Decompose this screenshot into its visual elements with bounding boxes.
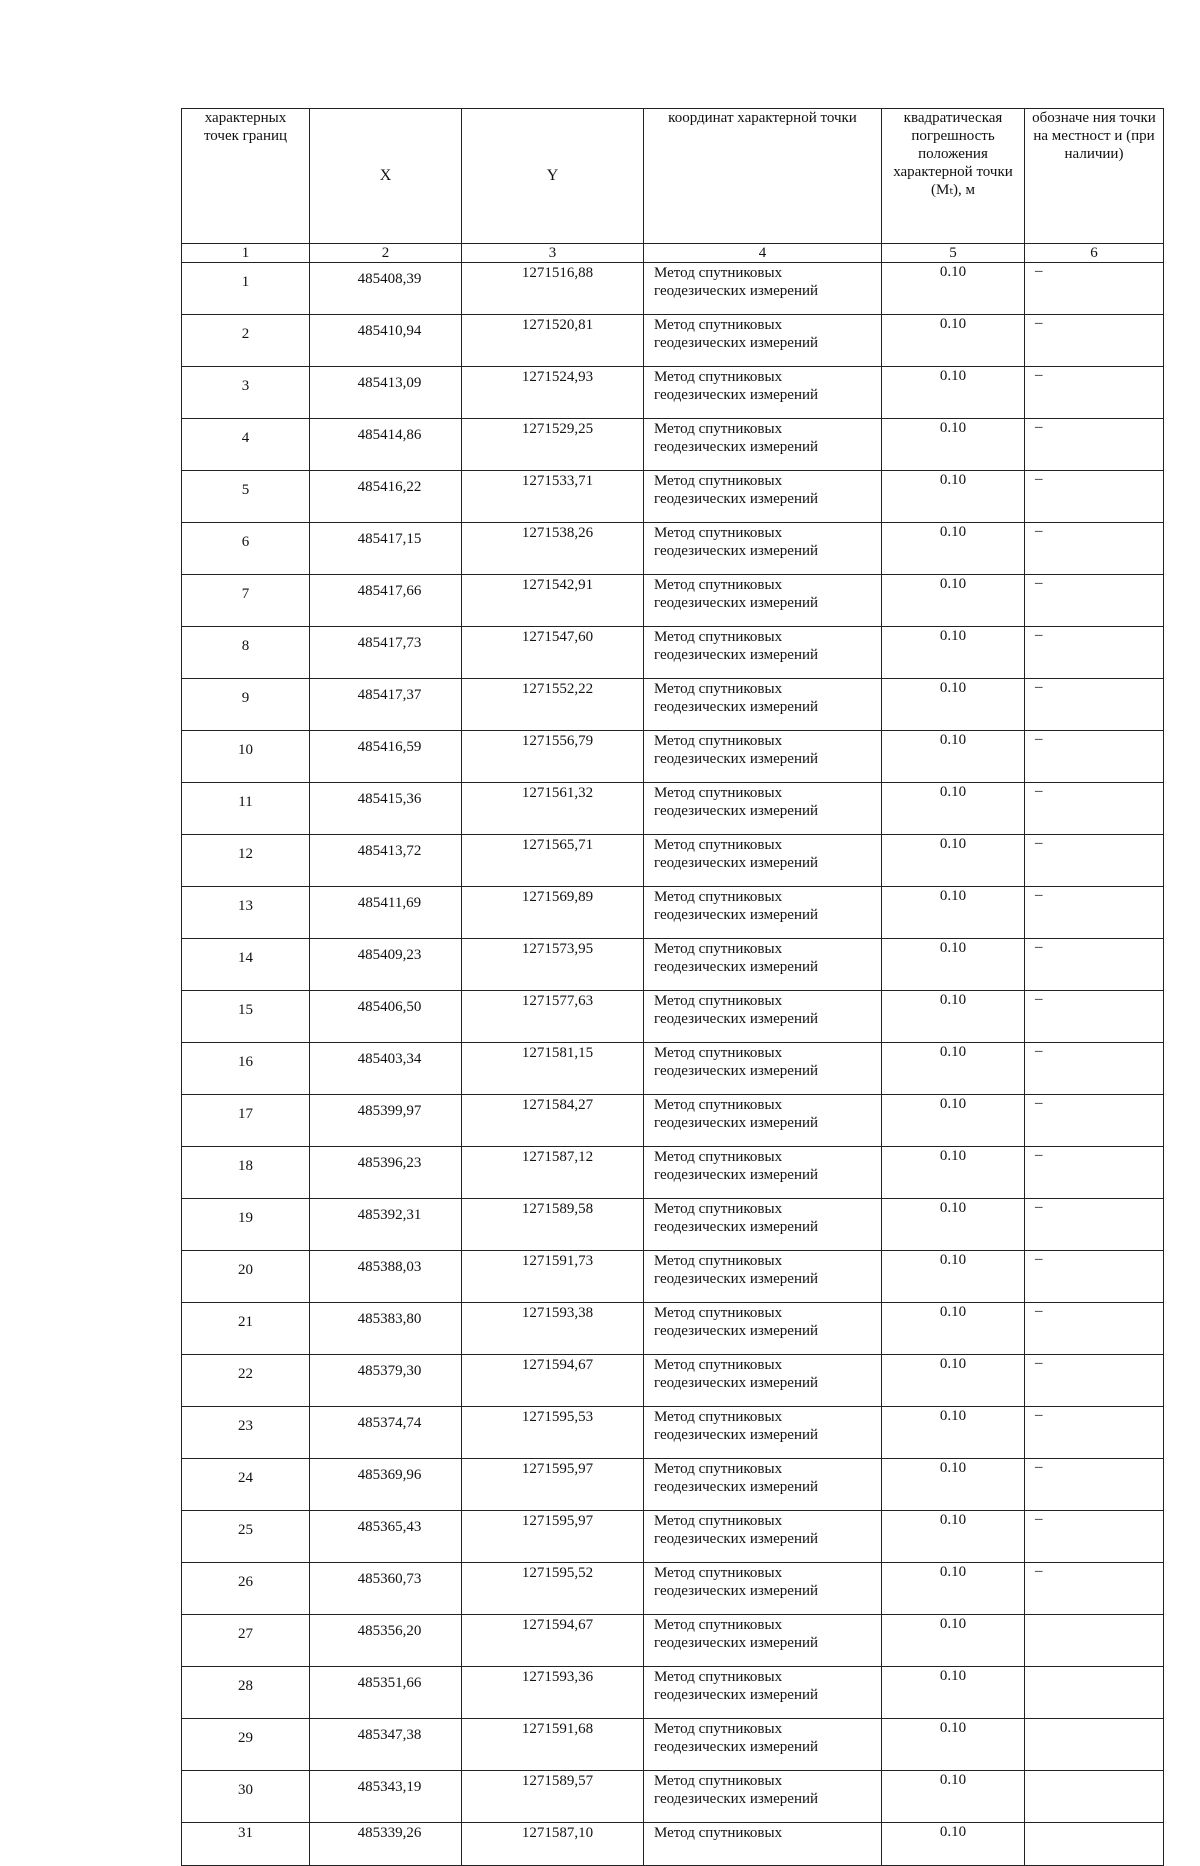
table-row [182, 1615, 1164, 1667]
point-number: 7 [182, 575, 310, 627]
table-row [182, 1771, 1164, 1823]
y-coordinate: 1271524,93 [462, 367, 644, 419]
point-mark: – [1025, 1511, 1164, 1563]
point-number: 30 [182, 1771, 310, 1823]
method: Метод спутниковых геодезических измерений [644, 1615, 882, 1667]
point-mark [1025, 1615, 1164, 1667]
method: Метод спутниковых геодезических измерений [644, 1667, 882, 1719]
table-row [182, 1199, 1164, 1251]
point-mark: – [1025, 1459, 1164, 1511]
method: Метод спутниковых геодезических измерений [644, 627, 882, 679]
point-mark: – [1025, 367, 1164, 419]
y-coordinate: 1271593,38 [462, 1303, 644, 1355]
x-coordinate: 485414,86 [310, 419, 462, 471]
point-number: 14 [182, 939, 310, 991]
table-row [182, 1251, 1164, 1303]
table-row [182, 1563, 1164, 1615]
x-coordinate: 485369,96 [310, 1459, 462, 1511]
point-number: 4 [182, 419, 310, 471]
y-coordinate: 1271594,67 [462, 1615, 644, 1667]
x-coordinate: 485410,94 [310, 315, 462, 367]
accuracy: 0.10 [882, 523, 1025, 575]
point-number: 11 [182, 783, 310, 835]
accuracy: 0.10 [882, 679, 1025, 731]
y-coordinate: 1271593,36 [462, 1667, 644, 1719]
method: Метод спутниковых геодезических измерений [644, 1719, 882, 1771]
header-x: X [310, 109, 462, 244]
accuracy: 0.10 [882, 1147, 1025, 1199]
point-mark: – [1025, 1355, 1164, 1407]
column-number: 1 [182, 244, 310, 263]
method: Метод спутниковых геодезических измерений [644, 419, 882, 471]
column-number: 3 [462, 244, 644, 263]
header-point-number: характерных точек границ [182, 109, 310, 244]
table-row [182, 1407, 1164, 1459]
y-coordinate: 1271591,68 [462, 1719, 644, 1771]
method: Метод спутниковых геодезических измерений [644, 263, 882, 315]
point-number: 23 [182, 1407, 310, 1459]
table-row [182, 419, 1164, 471]
accuracy: 0.10 [882, 1771, 1025, 1823]
point-number: 2 [182, 315, 310, 367]
point-mark: – [1025, 263, 1164, 315]
header-y: Y [462, 109, 644, 244]
x-coordinate: 485392,31 [310, 1199, 462, 1251]
x-coordinate: 485343,19 [310, 1771, 462, 1823]
y-coordinate: 1271565,71 [462, 835, 644, 887]
method: Метод спутниковых геодезических измерений [644, 1147, 882, 1199]
method: Метод спутниковых геодезических измерений [644, 1511, 882, 1563]
point-mark [1025, 1771, 1164, 1823]
accuracy: 0.10 [882, 731, 1025, 783]
point-number: 15 [182, 991, 310, 1043]
x-coordinate: 485416,59 [310, 731, 462, 783]
point-number: 8 [182, 627, 310, 679]
point-mark: – [1025, 1043, 1164, 1095]
table-row [182, 1667, 1164, 1719]
accuracy: 0.10 [882, 1095, 1025, 1147]
method: Метод спутниковых геодезических измерений [644, 1355, 882, 1407]
method: Метод спутниковых [644, 1823, 882, 1866]
accuracy: 0.10 [882, 1251, 1025, 1303]
y-coordinate: 1271561,32 [462, 783, 644, 835]
x-coordinate: 485356,20 [310, 1615, 462, 1667]
table-row [182, 679, 1164, 731]
table-row [182, 263, 1164, 315]
point-number: 1 [182, 263, 310, 315]
x-coordinate: 485411,69 [310, 887, 462, 939]
y-coordinate: 1271577,63 [462, 991, 644, 1043]
accuracy: 0.10 [882, 887, 1025, 939]
table-row [182, 1719, 1164, 1771]
point-mark: – [1025, 1147, 1164, 1199]
x-coordinate: 485415,36 [310, 783, 462, 835]
point-mark: – [1025, 731, 1164, 783]
method: Метод спутниковых геодезических измерений [644, 1251, 882, 1303]
point-mark: – [1025, 575, 1164, 627]
header-method: координат характерной точки [644, 109, 882, 244]
method: Метод спутниковых геодезических измерений [644, 1563, 882, 1615]
table-row [182, 887, 1164, 939]
column-number: 2 [310, 244, 462, 263]
point-mark: – [1025, 887, 1164, 939]
point-number: 26 [182, 1563, 310, 1615]
y-coordinate: 1271589,58 [462, 1199, 644, 1251]
point-number: 10 [182, 731, 310, 783]
y-coordinate: 1271538,26 [462, 523, 644, 575]
table-row [182, 939, 1164, 991]
y-coordinate: 1271584,27 [462, 1095, 644, 1147]
point-number: 31 [182, 1823, 310, 1866]
method: Метод спутниковых геодезических измерений [644, 835, 882, 887]
point-mark: – [1025, 783, 1164, 835]
accuracy: 0.10 [882, 1303, 1025, 1355]
point-number: 25 [182, 1511, 310, 1563]
table-row [182, 783, 1164, 835]
accuracy: 0.10 [882, 1043, 1025, 1095]
column-number: 4 [644, 244, 882, 263]
table-row [182, 367, 1164, 419]
table-row [182, 471, 1164, 523]
accuracy: 0.10 [882, 783, 1025, 835]
x-coordinate: 485399,97 [310, 1095, 462, 1147]
method: Метод спутниковых геодезических измерений [644, 1095, 882, 1147]
point-mark: – [1025, 471, 1164, 523]
column-number: 6 [1025, 244, 1164, 263]
method: Метод спутниковых геодезических измерений [644, 367, 882, 419]
table-row [182, 315, 1164, 367]
point-number: 27 [182, 1615, 310, 1667]
y-coordinate: 1271516,88 [462, 263, 644, 315]
y-coordinate: 1271533,71 [462, 471, 644, 523]
point-number: 6 [182, 523, 310, 575]
point-number: 18 [182, 1147, 310, 1199]
x-coordinate: 485417,15 [310, 523, 462, 575]
point-mark: – [1025, 1251, 1164, 1303]
method: Метод спутниковых геодезических измерений [644, 1043, 882, 1095]
y-coordinate: 1271542,91 [462, 575, 644, 627]
point-mark: – [1025, 991, 1164, 1043]
x-coordinate: 485403,34 [310, 1043, 462, 1095]
y-coordinate: 1271587,12 [462, 1147, 644, 1199]
accuracy: 0.10 [882, 1719, 1025, 1771]
y-coordinate: 1271547,60 [462, 627, 644, 679]
point-mark: – [1025, 523, 1164, 575]
x-coordinate: 485416,22 [310, 471, 462, 523]
accuracy: 0.10 [882, 471, 1025, 523]
x-coordinate: 485365,43 [310, 1511, 462, 1563]
accuracy: 0.10 [882, 835, 1025, 887]
accuracy: 0.10 [882, 1563, 1025, 1615]
table-row [182, 1459, 1164, 1511]
accuracy: 0.10 [882, 419, 1025, 471]
point-mark: – [1025, 1407, 1164, 1459]
accuracy: 0.10 [882, 1355, 1025, 1407]
point-number: 3 [182, 367, 310, 419]
accuracy: 0.10 [882, 315, 1025, 367]
point-mark: – [1025, 627, 1164, 679]
x-coordinate: 485413,72 [310, 835, 462, 887]
table-row [182, 991, 1164, 1043]
point-number: 5 [182, 471, 310, 523]
y-coordinate: 1271595,97 [462, 1459, 644, 1511]
table-row [182, 731, 1164, 783]
point-mark [1025, 1667, 1164, 1719]
accuracy: 0.10 [882, 1199, 1025, 1251]
point-mark: – [1025, 835, 1164, 887]
table-row [182, 1095, 1164, 1147]
y-coordinate: 1271587,10 [462, 1823, 644, 1866]
x-coordinate: 485360,73 [310, 1563, 462, 1615]
accuracy: 0.10 [882, 1615, 1025, 1667]
method: Метод спутниковых геодезических измерений [644, 523, 882, 575]
y-coordinate: 1271591,73 [462, 1251, 644, 1303]
point-number: 20 [182, 1251, 310, 1303]
y-coordinate: 1271589,57 [462, 1771, 644, 1823]
method: Метод спутниковых геодезических измерений [644, 991, 882, 1043]
header-mark: обозначе ния точки на местност и (при наличии) [1025, 109, 1164, 244]
x-coordinate: 485351,66 [310, 1667, 462, 1719]
table-row [182, 575, 1164, 627]
point-number: 22 [182, 1355, 310, 1407]
accuracy: 0.10 [882, 991, 1025, 1043]
point-mark: – [1025, 1199, 1164, 1251]
y-coordinate: 1271556,79 [462, 731, 644, 783]
coordinates-table [181, 108, 1164, 1866]
method: Метод спутниковых геодезических измерений [644, 1199, 882, 1251]
method: Метод спутниковых геодезических измерений [644, 575, 882, 627]
point-mark [1025, 1719, 1164, 1771]
accuracy: 0.10 [882, 1459, 1025, 1511]
y-coordinate: 1271569,89 [462, 887, 644, 939]
table-body [182, 263, 1164, 1866]
x-coordinate: 485347,38 [310, 1719, 462, 1771]
table-row [182, 627, 1164, 679]
x-coordinate: 485388,03 [310, 1251, 462, 1303]
accuracy: 0.10 [882, 263, 1025, 315]
x-coordinate: 485383,80 [310, 1303, 462, 1355]
method: Метод спутниковых геодезических измерений [644, 783, 882, 835]
x-coordinate: 485417,66 [310, 575, 462, 627]
x-coordinate: 485374,74 [310, 1407, 462, 1459]
x-coordinate: 485417,37 [310, 679, 462, 731]
table-row [182, 1823, 1164, 1866]
x-coordinate: 485413,09 [310, 367, 462, 419]
method: Метод спутниковых геодезических измерений [644, 939, 882, 991]
accuracy: 0.10 [882, 939, 1025, 991]
y-coordinate: 1271595,52 [462, 1563, 644, 1615]
table-row [182, 1147, 1164, 1199]
method: Метод спутниковых геодезических измерений [644, 1771, 882, 1823]
method: Метод спутниковых геодезических измерений [644, 1459, 882, 1511]
column-number: 5 [882, 244, 1025, 263]
method: Метод спутниковых геодезических измерений [644, 1407, 882, 1459]
x-coordinate: 485417,73 [310, 627, 462, 679]
y-coordinate: 1271573,95 [462, 939, 644, 991]
method: Метод спутниковых геодезических измерений [644, 471, 882, 523]
method: Метод спутниковых геодезических измерений [644, 679, 882, 731]
x-coordinate: 485379,30 [310, 1355, 462, 1407]
point-number: 28 [182, 1667, 310, 1719]
accuracy: 0.10 [882, 1511, 1025, 1563]
y-coordinate: 1271595,97 [462, 1511, 644, 1563]
header-accuracy: квадратическая погрешность положения характерной точки (Mₜ), м [882, 109, 1025, 244]
table-header-row [182, 109, 1164, 244]
x-coordinate: 485409,23 [310, 939, 462, 991]
y-coordinate: 1271595,53 [462, 1407, 644, 1459]
accuracy: 0.10 [882, 627, 1025, 679]
method: Метод спутниковых геодезических измерений [644, 1303, 882, 1355]
table-row [182, 835, 1164, 887]
accuracy: 0.10 [882, 575, 1025, 627]
method: Метод спутниковых геодезических измерений [644, 731, 882, 783]
x-coordinate: 485406,50 [310, 991, 462, 1043]
point-mark: – [1025, 419, 1164, 471]
point-mark: – [1025, 1095, 1164, 1147]
accuracy: 0.10 [882, 1667, 1025, 1719]
point-mark: – [1025, 315, 1164, 367]
table-row [182, 1355, 1164, 1407]
point-mark: – [1025, 1563, 1164, 1615]
table-row [182, 1043, 1164, 1095]
coordinates-sheet [181, 108, 1163, 1866]
point-number: 24 [182, 1459, 310, 1511]
table-row [182, 1511, 1164, 1563]
point-number: 29 [182, 1719, 310, 1771]
accuracy: 0.10 [882, 1823, 1025, 1866]
method: Метод спутниковых геодезических измерений [644, 887, 882, 939]
y-coordinate: 1271581,15 [462, 1043, 644, 1095]
point-number: 12 [182, 835, 310, 887]
column-numbers-row [182, 244, 1164, 263]
y-coordinate: 1271552,22 [462, 679, 644, 731]
point-number: 13 [182, 887, 310, 939]
y-coordinate: 1271594,67 [462, 1355, 644, 1407]
point-mark [1025, 1823, 1164, 1866]
point-mark: – [1025, 939, 1164, 991]
table-row [182, 1303, 1164, 1355]
point-number: 19 [182, 1199, 310, 1251]
point-number: 17 [182, 1095, 310, 1147]
point-number: 21 [182, 1303, 310, 1355]
x-coordinate: 485396,23 [310, 1147, 462, 1199]
y-coordinate: 1271520,81 [462, 315, 644, 367]
x-coordinate: 485408,39 [310, 263, 462, 315]
point-number: 9 [182, 679, 310, 731]
method: Метод спутниковых геодезических измерений [644, 315, 882, 367]
x-coordinate: 485339,26 [310, 1823, 462, 1866]
y-coordinate: 1271529,25 [462, 419, 644, 471]
accuracy: 0.10 [882, 1407, 1025, 1459]
point-mark: – [1025, 1303, 1164, 1355]
point-mark: – [1025, 679, 1164, 731]
accuracy: 0.10 [882, 367, 1025, 419]
table-row [182, 523, 1164, 575]
point-number: 16 [182, 1043, 310, 1095]
